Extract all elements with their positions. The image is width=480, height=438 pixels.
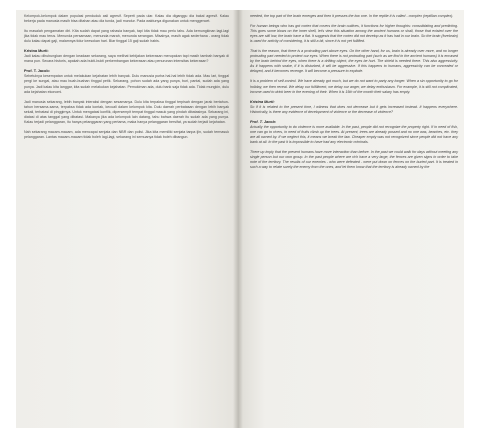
paragraph: Actually the opportunity to do violence is more available. In the past, people did not recognize the property right. If in need of fish, one can go to rivers, in need of fruits climb up the trees. At present, trees are already possed and no one was, beaches, etc. they are all owned by. If we neglect this, it means we break the law. Cheaper empty was not recognized since people did not have any bank at all. In the past it is impossible to have had any electronic criminals. [250, 124, 458, 144]
paragraph: needed, the top part of the brain emerges and then it presses the low one. In the reptile it is called - complex (reptilian complex). [250, 14, 454, 18]
right-page-text [250, 14, 458, 175]
speaker-label: Kristna Murti: [250, 99, 275, 104]
paragraph: That is the reason, that there is a protruding part above eyes. On the other hand, for us, brain is already over more, and no longer protruding part needed to protect our eyes. When there is not protruding part (such as we find in the ancient humans) it is encased by the brain behind the eyes, when there is a drifting object, the eyes be hurt. The shield is needed there. This also aggressivity. As it happens with snake, if it is disturbed, it will be aggressive. If this happens to humans, aggressivity can be concealed or delayed, and it becomes revenge. It will become a pressure to explode. [250, 49, 458, 74]
paragraph: Sebetulnya kesempatan untuk melakukan kejahatan lebih banyak. Dulu manusia purba hal-hal lebih tidak ada. Mau lari, tinggal pergi ke sungai, atau mau buah-buahan tinggal petik. Sekarang, pohon sudah ada yang punya, buri, pantai, sudah ada yang punya. Jadi kalau kita langgar, kita sudah melakukan kejahatan. Pemukiman ada, dulu bank saja tidak ada. Tidak mungkin, dulu ada kejahatan ekonomi. [24, 74, 229, 94]
paragraph: For human beings who has got cortex that covers the brain outlives, it functions for higher thoughts: consolidating and predicting. This goes some blows on the inner shell, let's view this situation among the ancient humans or shall, those that existed over the eyes are still low, the brain have a flat. It suggests that the cortex did not develop as it has had in our brain. So the brain (forebrain) is used for activity of considering, it is still a bit, since it is not yet fulfilled. [250, 24, 458, 44]
paragraph: It is a problem of self-control. We have already got much, but we do not want to party any longer. When a sin opportunity to go for holiday, we then reveal. We delay our fulfillment, we delay our anger, we delay enthusiasm. For example, it is still not complicated, income used to drink beer in the evening of their. When it is 15th of the month their salary has empty. [250, 79, 458, 94]
paragraph: Kelompok-kelompok dalam populasi penduduk asli agresif. Seperti pada ular. Kalau dia diganggu dia bakal agresif. Kalau bekerja pada manusia masih bisa ditahan atau dia tunda, jadi mundur. Pada waktunya digunakan untuk menggencet. [24, 14, 229, 24]
speaker-label: Prof. T. Jacob: [24, 69, 50, 74]
book-gutter [233, 10, 243, 428]
paragraph: Jadi manusia sekarang, lebih banyak interaksi dengan sesamanya. Dulu kita terpaksa tinggal terpisah dengan jarak bertahun-tahun bersama-sama, terpaksa tidak ada kontak, kecuali dalam kelompok kita. Dulu daerah perbatasan dengan lebih banyak sekali, terbatasi di pinggirnya. Untuk mengatasi konflik, dipersempit tempat tinggal masuk yang pindah dibatasinya. Sekarang ini, diatasi di atas tanggal yang dibatasi. Makanya jika ada kelompok lain datang, tahu bahwa daerah itu sudah ada yang punya. Kalau terjadi pelanggaran, itu hanya pelanggaran yang pertama, maka hanya pelanggaran bersifat, ya sudah terjadi kejahatan. [24, 99, 229, 124]
paragraph: Jadi kalau dihubungkan dengan keadaan sekarang, saya melihat kebijakan kekerasan merupakan tapi masih tambah banyak di mana pun. Secara historis, apakah ada bukti-bukti perkembangan kekerasan atau penurunan intensitas kekerasan? [24, 54, 229, 64]
paragraph: There up imply that the present humans have more interaction than before. In the past we could walk for days without meeting any single person but our own group. In the past people where are rich have a very large, the fences are given signs in order to take note of the territory. The results of our enemies - who were defeated - were put down on fences on the buried part. It is treated in such a way to relate surely the enemy from the ones, and let them know that the territory is already owned by the [250, 149, 458, 170]
paragraph: Nah sekarang macam-macam, ada mencapai senjata dan NBR dan polisi. Jika kita memiliki senjata tanpa ijin, sudah termasuk pelanggaran. Lantas macam-macam tidak boleh lagi-lagi, sekarang ini semuanya tidak boleh dibangun. [24, 129, 229, 139]
speaker-label: Kristna Murti: [24, 49, 49, 54]
left-page-text [24, 14, 229, 145]
speaker-label: Prof. T. Jacob: [250, 119, 277, 124]
paragraph: So if it is related to the present time, I witness that does not decrease but it gets increased instead. It happens everywhere. Historically, is there any evidence of development of violence or the decrease of violence? [250, 104, 458, 114]
paragraph: Itu masalah pengamatan diri. Kita sudah dapat yang rahasia banyak, tapi kita tidak mau perlu tahu. Ada kemungkinan lagi-lagi jika tidak mau terus. Menunda persamaan, menunda marah, menunda serangan. Misalnya, masih agak sederhana - orang tidak dulu kalau dapat gaji, malamnya tidur keesokan hari. Biar tinggal 15 gaji sudah habis. [24, 29, 229, 44]
